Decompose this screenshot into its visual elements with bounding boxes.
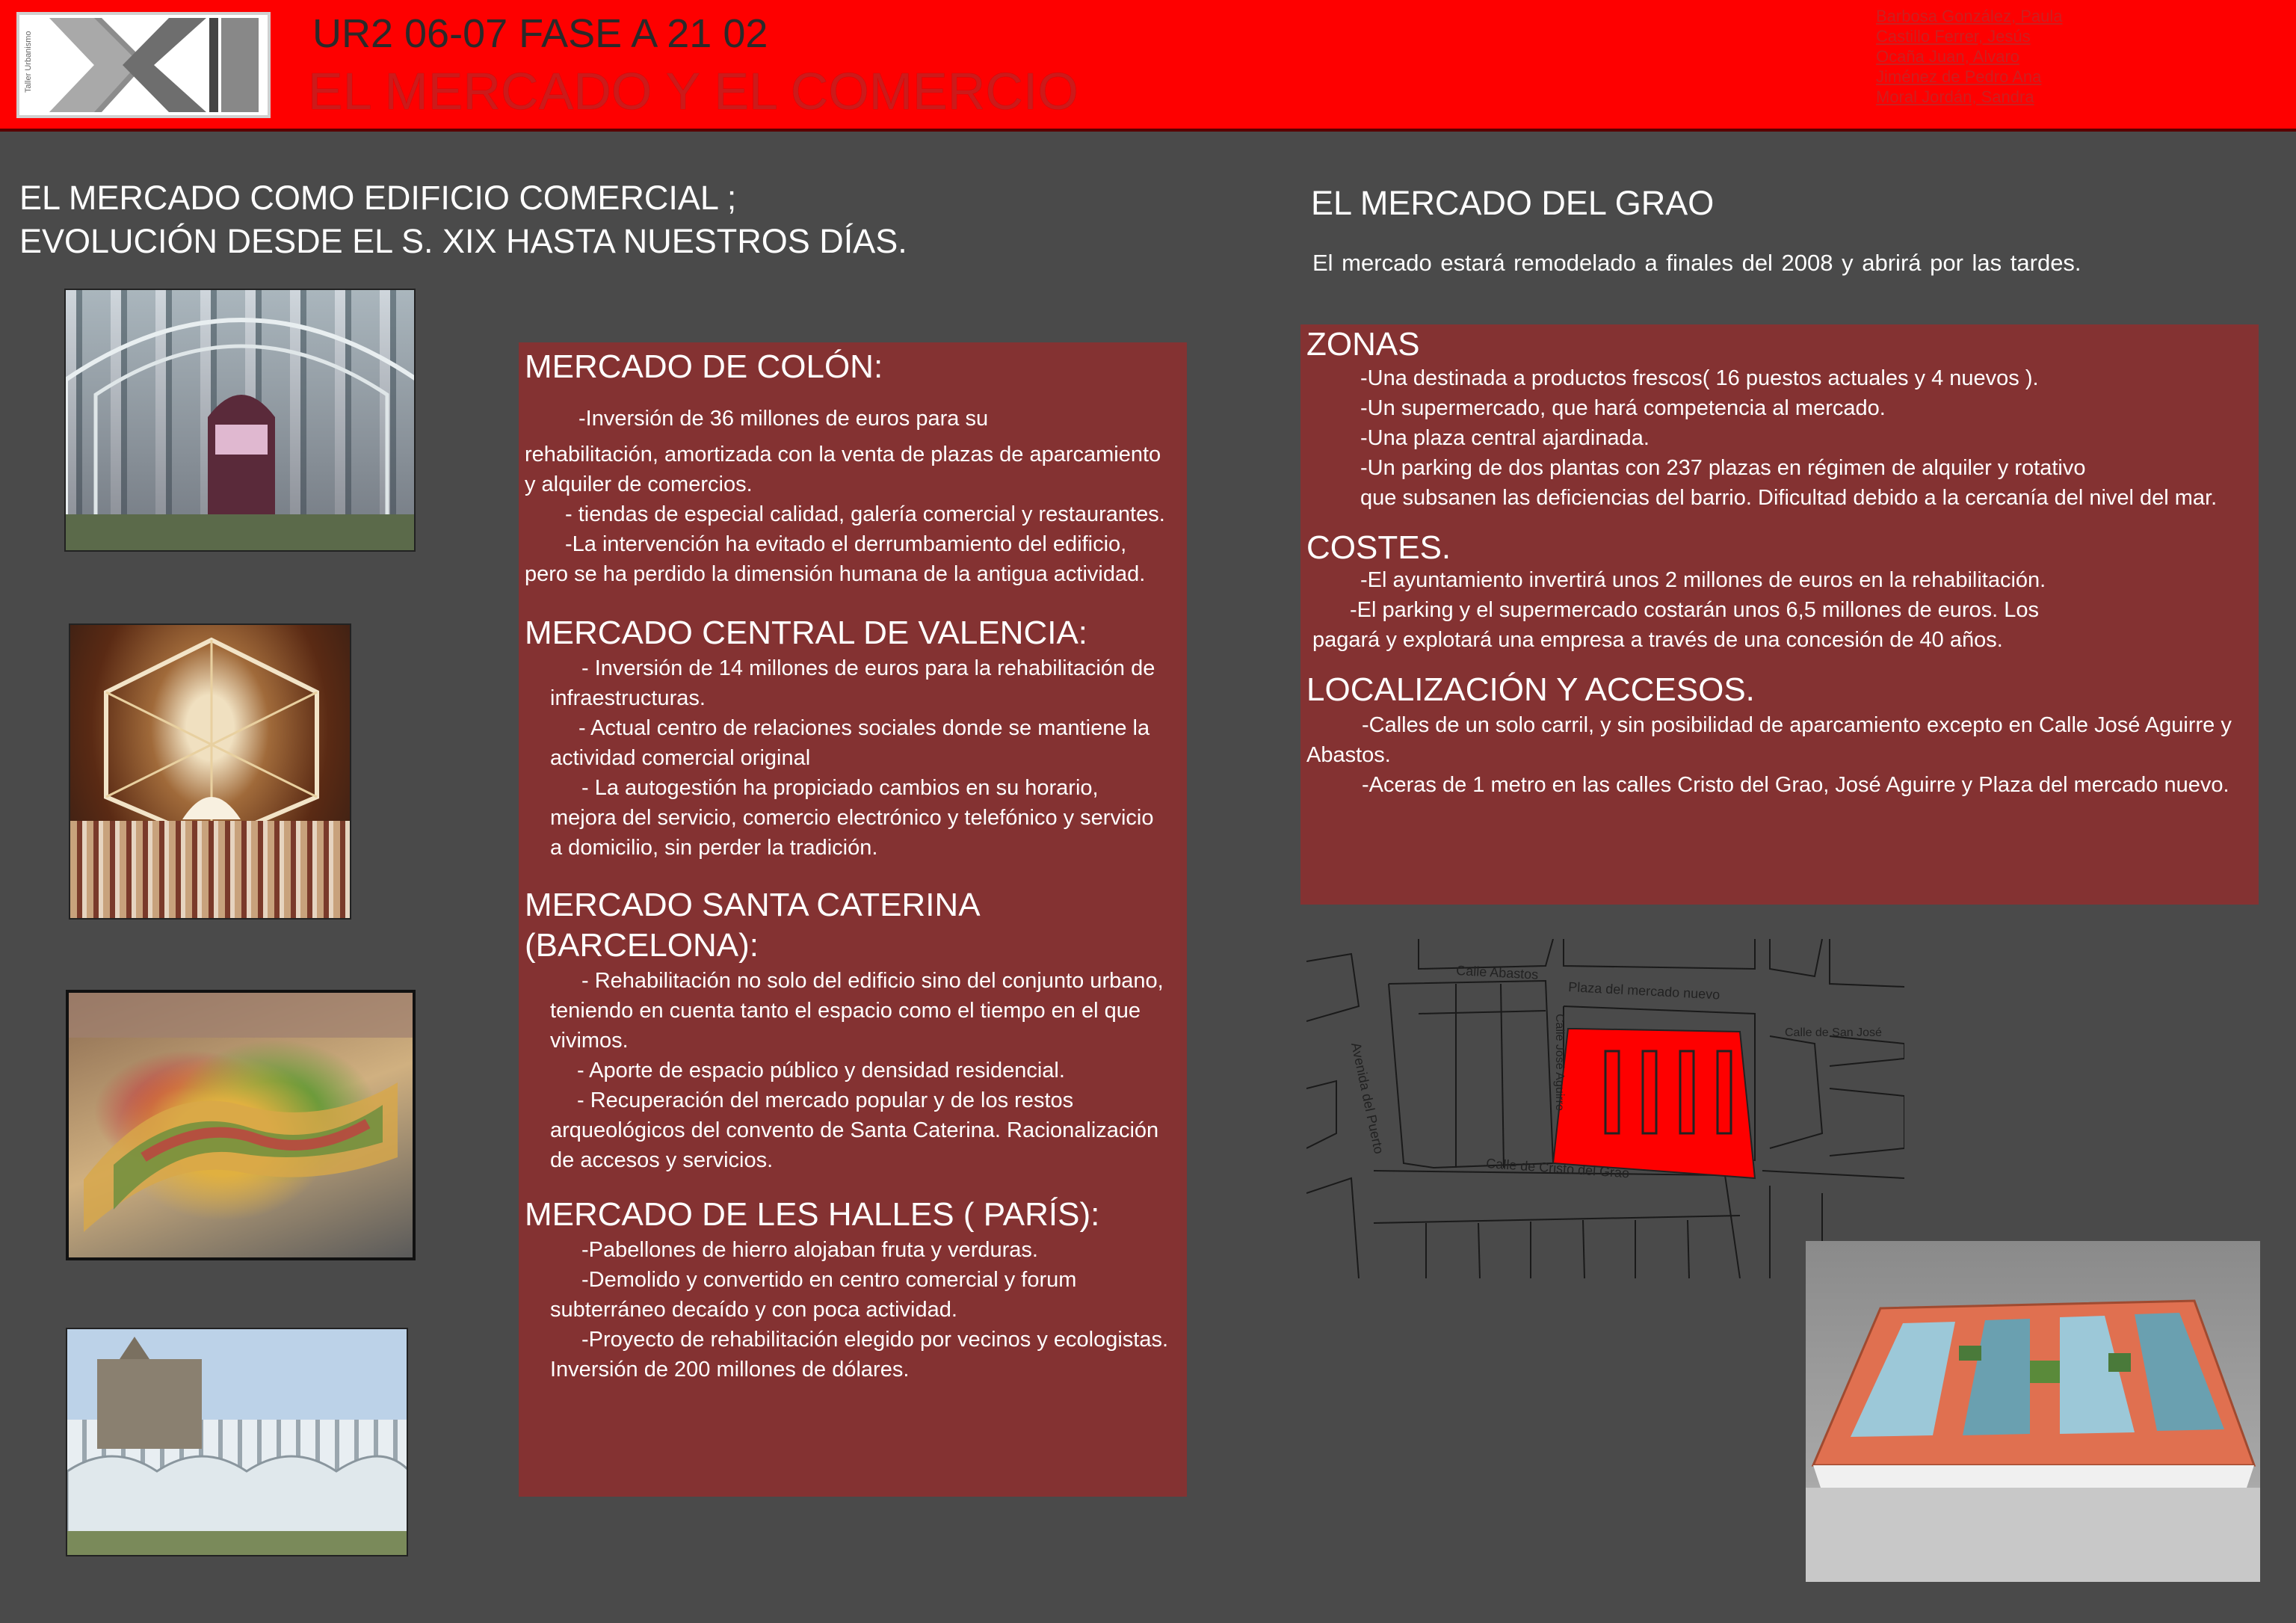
- zona-item: -Un parking de dos plantas con 237 plazas en régimen de alquiler y rotativo: [1360, 456, 2086, 480]
- left-heading-line: EVOLUCIÓN DESDE EL S. XIX HASTA NUESTROS DÍAS.: [19, 222, 907, 260]
- section-title: ZONAS: [1306, 326, 1420, 363]
- section-text: -La intervención ha evitado el derrumbamiento del edificio, pero se ha perdido la dimensión humana de la antigua actividad.: [525, 532, 1146, 586]
- photo-mercado-central: [69, 623, 351, 920]
- section-text: - La autogestión ha propiciado cambios en su horario, mejora del servicio, comercio electrónico y telefónico y servicio a domicilio, sin perder la tradición.: [550, 776, 1154, 860]
- section-text: - Aporte de espacio público y densidad residencial.: [577, 1059, 1065, 1082]
- section-text: -Proyecto de rehabilitación elegido por vecinos y ecologistas. Inversión de 200 millones de dólares.: [550, 1328, 1169, 1382]
- dome-icon: [70, 625, 351, 920]
- acceso-item: -Calles de un solo carril, y sin posibilidad de aparcamiento excepto en Calle José Aguirre y Abastos.: [1306, 713, 2232, 767]
- photo-santa-caterina: [66, 990, 416, 1260]
- section-caterina: [525, 885, 1170, 1175]
- section-title: MERCADO CENTRAL DE VALENCIA:: [525, 615, 1088, 651]
- coste-item: -El ayuntamiento invertirá unos 2 millones de euros en la rehabilitación.: [1360, 568, 2046, 592]
- left-heading: [19, 176, 907, 263]
- site-map: [1306, 939, 1904, 1278]
- section-colon: [525, 342, 1170, 589]
- section-text: - Recuperación del mercado popular y de los restos arqueológicos del convento de Santa Caterina. Racionalización de accesos y servicios.: [550, 1088, 1159, 1172]
- section-costes: [1306, 528, 2245, 655]
- section-zonas: [1306, 324, 2245, 513]
- market-hall-icon: [66, 290, 416, 552]
- author-link[interactable]: Moral Jordán, Sandra: [1876, 87, 2034, 106]
- grao-intro: El mercado estará remodelado a finales del 2008 y abrirá por las tardes.: [1312, 250, 2081, 276]
- street-label: Avenida del Puerto: [1348, 1041, 1387, 1156]
- author-link[interactable]: Barbosa González, Paula: [1876, 7, 2063, 25]
- street-label: Plaza del mercado nuevo: [1567, 979, 1721, 1003]
- poster-title: EL MERCADO Y EL COMERCIO: [308, 62, 1078, 120]
- wavy-roof-icon: [69, 993, 413, 1257]
- coste-item: -El parking y el supermercado costarán unos 6,5 millones de euros. Los: [1350, 598, 2040, 622]
- logo-xci-icon: [19, 15, 268, 115]
- grao-heading: EL MERCADO DEL GRAO: [1311, 184, 1715, 222]
- section-title: LOCALIZACIÓN Y ACCESOS.: [1306, 671, 1755, 708]
- street-label: Calle de San José: [1785, 1026, 1882, 1039]
- course-code: UR2 06-07 FASE A 21 02: [312, 11, 768, 56]
- section-text: - Inversión de 14 millones de euros para la rehabilitación de infraestructuras.: [550, 656, 1155, 710]
- section-text: - tiendas de especial calidad, galería comercial y restaurantes.: [565, 502, 1165, 526]
- section-text: -Pabellones de hierro alojaban fruta y verduras.: [581, 1238, 1038, 1262]
- market-render: [1806, 1241, 2260, 1582]
- building-render-icon: [1806, 1241, 2260, 1582]
- section-text: - Actual centro de relaciones sociales donde se mantiene la actividad comercial original: [550, 716, 1150, 770]
- school-logo: [16, 12, 271, 118]
- acceso-item: -Aceras de 1 metro en las calles Cristo del Grao, José Aguirre y Plaza del mercado nuevo.: [1362, 773, 2229, 797]
- header-band: [0, 0, 2296, 132]
- section-text: rehabilitación, amortizada con la venta de plazas de aparcamiento y alquiler de comercios.: [525, 443, 1161, 496]
- street-label: Calle de Cristo del Grao: [1485, 1156, 1630, 1181]
- coste-item: pagará y explotará una empresa a través de una concesión de 40 años.: [1312, 628, 2003, 652]
- section-text: -Inversión de 36 millones de euros para su: [578, 407, 989, 431]
- left-info-panel: [519, 342, 1187, 1497]
- author-link[interactable]: Jiménez de Pedro Ana: [1876, 67, 2042, 86]
- grao-info-panel: [1300, 324, 2259, 905]
- section-title: MERCADO DE COLÓN:: [525, 348, 883, 385]
- pavilion-icon: [67, 1329, 408, 1556]
- section-title: MERCADO SANTA CATERINA (BARCELONA):: [525, 887, 979, 964]
- street-label: Calle Abastos: [1455, 963, 1539, 982]
- left-heading-line: EL MERCADO COMO EDIFICIO COMERCIAL ;: [19, 179, 737, 217]
- photo-les-halles: [66, 1328, 408, 1556]
- section-title: COSTES.: [1306, 529, 1451, 566]
- zona-item: -Una destinada a productos frescos( 16 puestos actuales y 4 nuevos ).: [1360, 366, 2039, 390]
- zona-item: -Un supermercado, que hará competencia al mercado.: [1360, 396, 1886, 420]
- section-text: - Rehabilitación no solo del edificio sino del conjunto urbano, teniendo en cuenta tanto el espacio como el tiempo en el que vivimos.: [550, 969, 1164, 1053]
- zona-item: -Una plaza central ajardinada.: [1360, 426, 1650, 450]
- street-map-icon: [1306, 939, 1904, 1278]
- zona-item: que subsanen las deficiencias del barrio. Dificultad debido a la cercanía del nivel del mar.: [1360, 486, 2218, 510]
- photo-mercado-colon: [64, 289, 416, 552]
- section-title: MERCADO DE LES HALLES ( PARÍS):: [525, 1196, 1100, 1233]
- section-halles: [525, 1195, 1170, 1385]
- section-localizacion: [1306, 670, 2245, 800]
- logo-side-text: Taller Urbanismo: [24, 31, 33, 93]
- authors-list: [1876, 6, 2160, 107]
- author-link[interactable]: Castillo Ferrer, Jesús: [1876, 27, 2031, 46]
- author-link[interactable]: Ocaña Juan, Alvaro: [1876, 47, 2020, 66]
- street-label: Calle José Aguirre: [1553, 1014, 1566, 1111]
- section-central: [525, 613, 1170, 863]
- section-text: -Demolido y convertido en centro comercial y forum subterráneo decaído y con poca actividad.: [550, 1268, 1077, 1322]
